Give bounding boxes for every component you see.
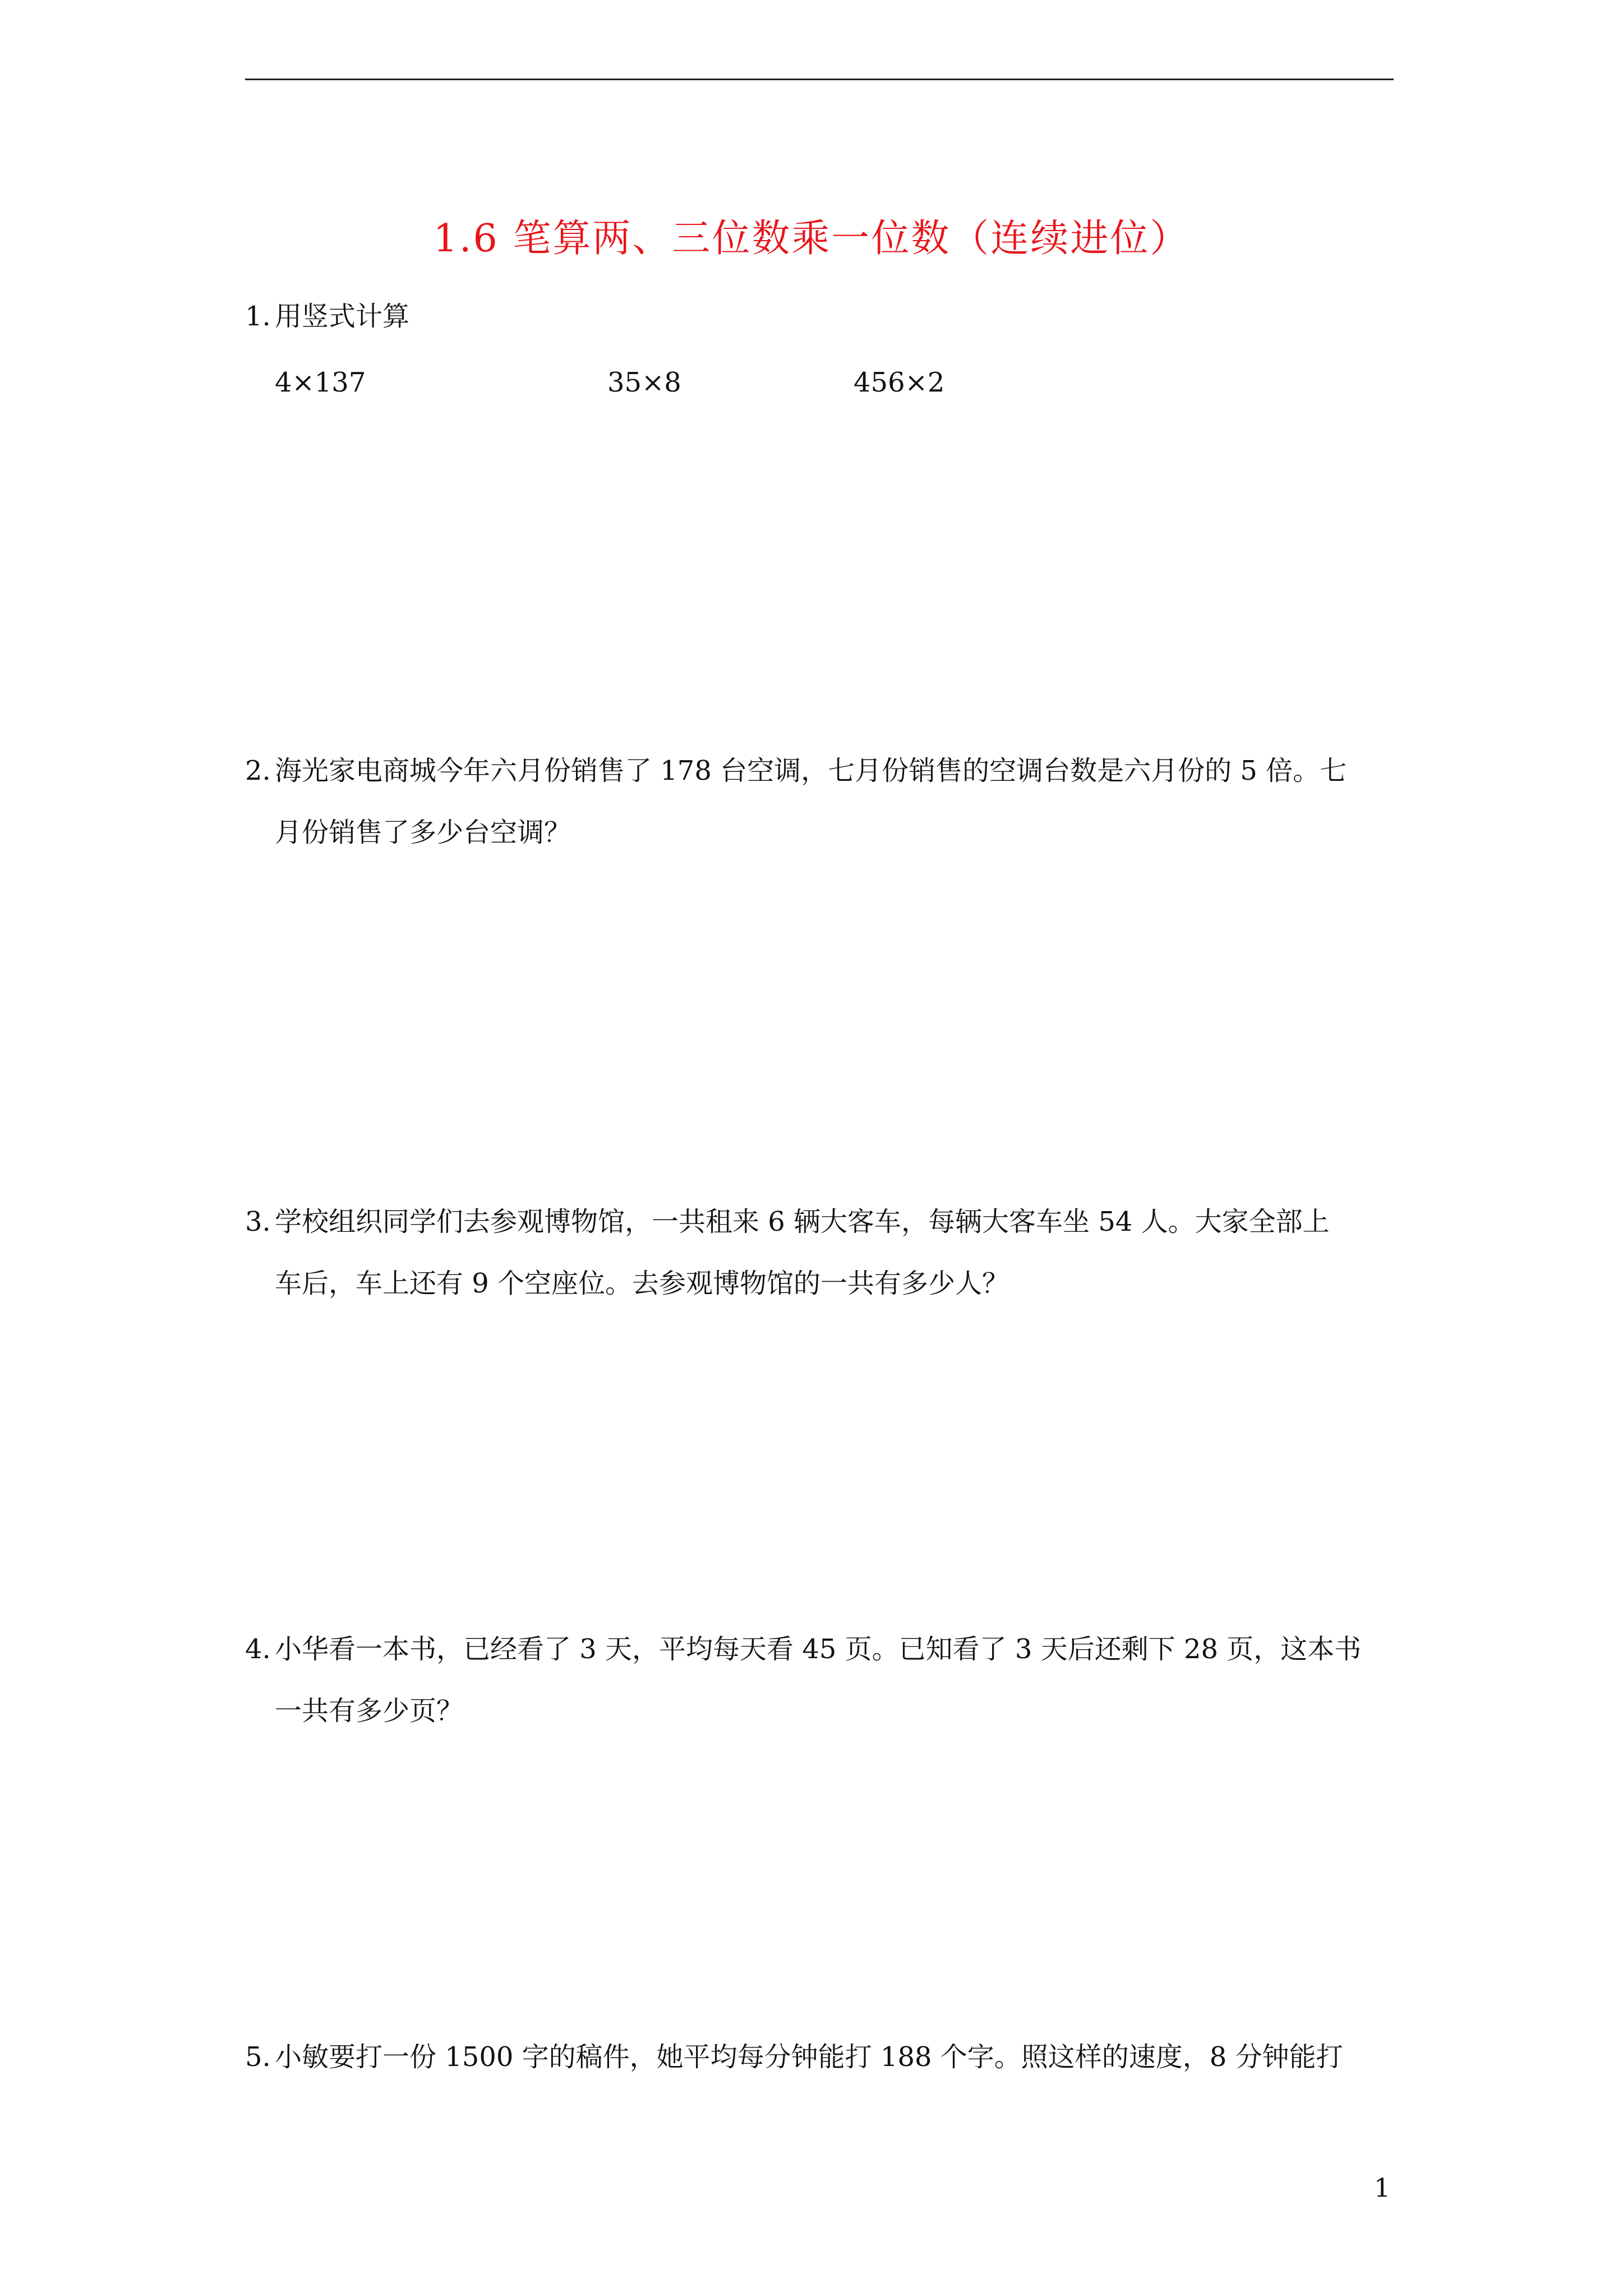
page-number: 1: [1374, 2173, 1391, 2203]
question-number: 5.: [245, 2041, 271, 2073]
question-text: 用竖式计算: [275, 301, 410, 332]
question-line: 一共有多少页？: [275, 1695, 464, 1727]
question-line: 月份销售了多少台空调？: [275, 817, 571, 848]
question-number: 3.: [245, 1206, 271, 1237]
expression-1: 4×137: [275, 367, 366, 398]
expression-2: 35×8: [607, 367, 681, 398]
question-line: 学校组织同学们去参观博物馆，一共租来 6 辆大客车，每辆大客车坐 54 人。大家全部上: [275, 1206, 1330, 1237]
question-line: 小敏要打一份 1500 字的稿件，她平均每分钟能打 188 个字。照这样的速度，8 分钟能打: [275, 2041, 1343, 2073]
question-number: 1.: [245, 301, 271, 332]
question-line: 海光家电商城今年六月份销售了 178 台空调，七月份销售的空调台数是六月份的 5 倍。七: [275, 755, 1347, 786]
expression-3: 456×2: [854, 367, 945, 398]
question-line: 车后，车上还有 9 个空座位。去参观博物馆的一共有多少人？: [275, 1268, 1009, 1299]
header-rule: [245, 79, 1394, 80]
page-title: 1.6 笔算两、三位数乘一位数（连续进位）: [433, 217, 1190, 261]
question-number: 4.: [245, 1634, 271, 1665]
question-number: 2.: [245, 755, 271, 786]
question-line: 小华看一本书，已经看了 3 天，平均每天看 45 页。已知看了 3 天后还剩下 28 页，这本书: [275, 1634, 1362, 1665]
